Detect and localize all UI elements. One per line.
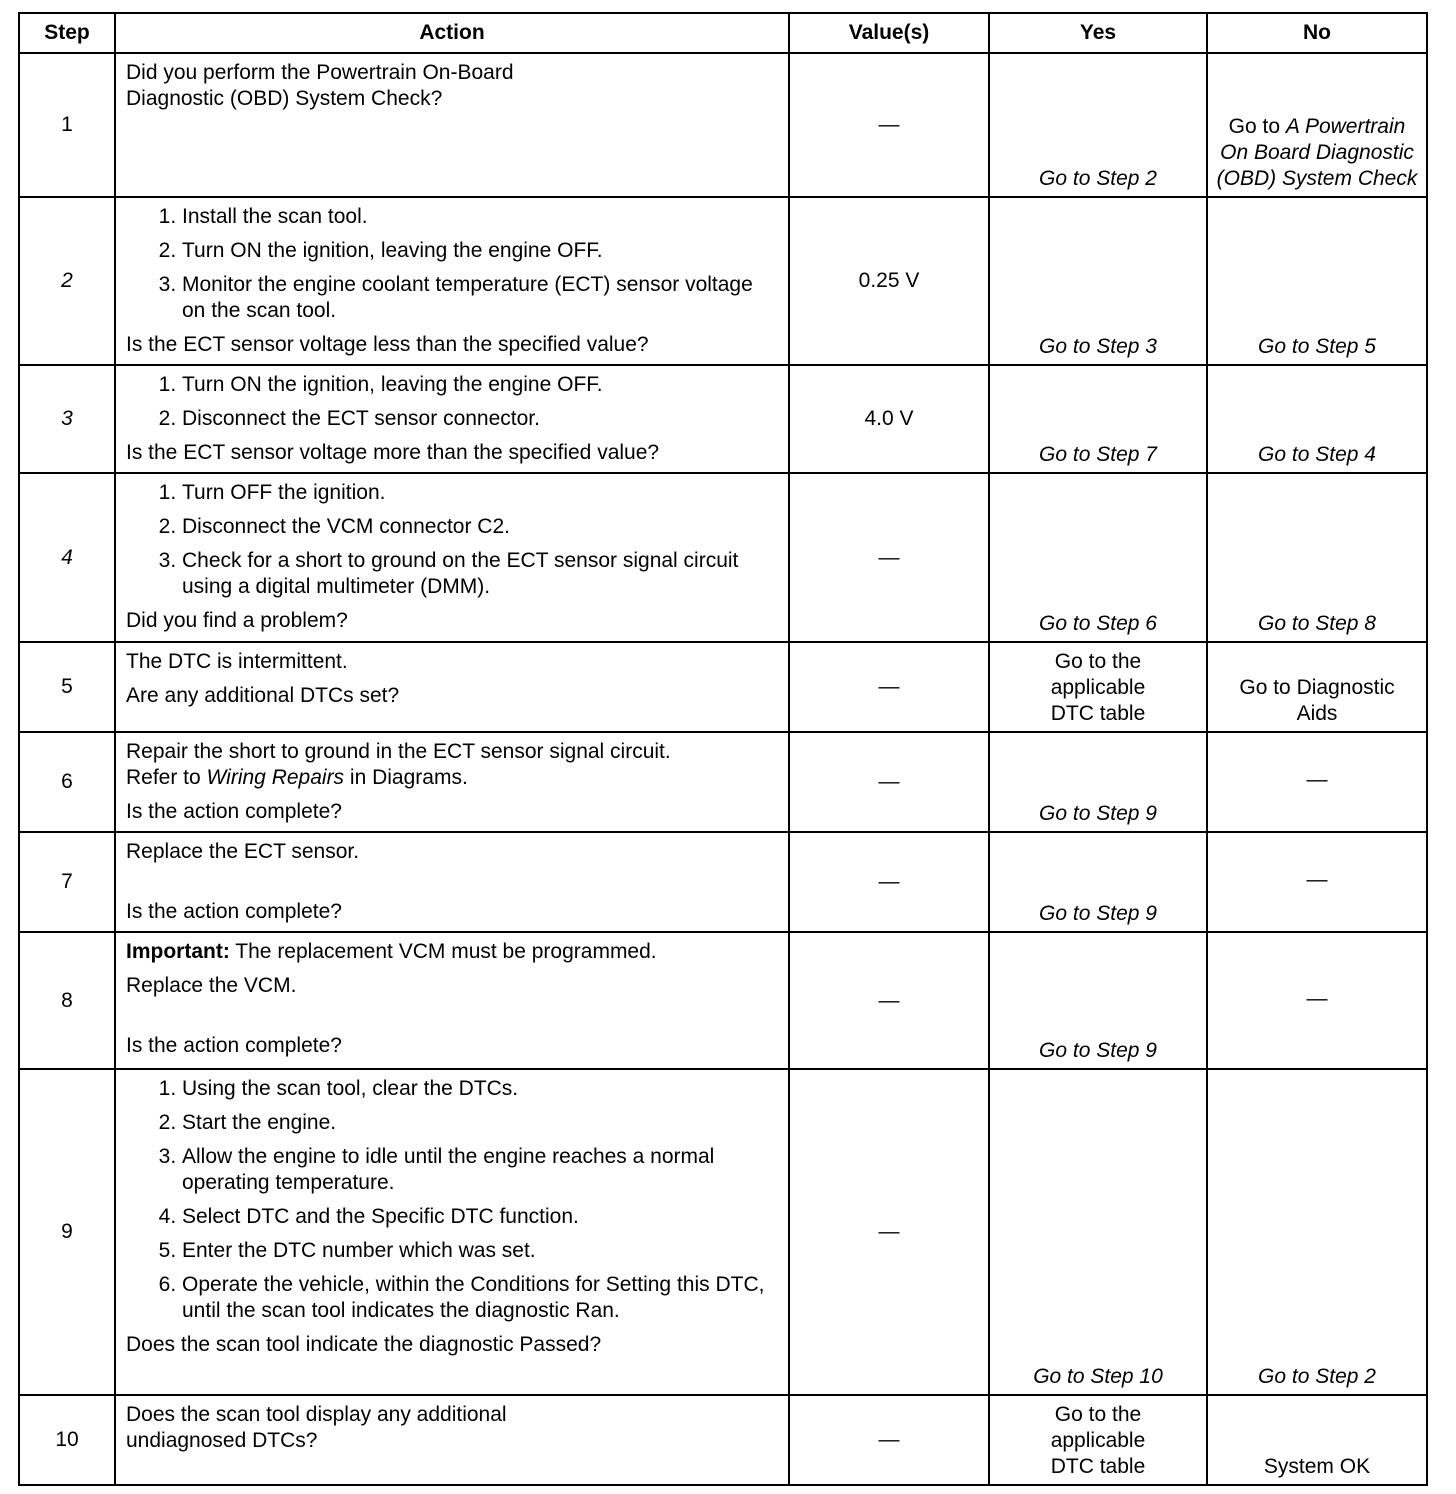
table-row	[19, 365, 1427, 473]
no-cell: Go to Step 5	[1207, 197, 1427, 365]
list-item: 3. Check for a short to ground on the ECT sensor signal circuit using a digital multimeter (DMM).	[182, 548, 778, 600]
yes-cell: Go to Step 3	[989, 197, 1207, 365]
no-reference: A Powertrain On Board Diagnostic (OBD) System Check	[1216, 115, 1418, 190]
header-yes: Yes	[989, 13, 1207, 53]
value-cell: 0.25 V	[789, 197, 989, 365]
no-cell	[1207, 642, 1427, 732]
ref-prefix: Refer to	[126, 766, 201, 789]
action-steps	[126, 1076, 778, 1324]
no-prefix: Go to	[1228, 115, 1281, 138]
table-row	[19, 197, 1427, 365]
header-no: No	[1207, 13, 1427, 53]
yes-text: Go to the applicable DTC table	[1050, 650, 1146, 725]
yes-cell: Go to Step 9	[989, 932, 1207, 1069]
yes-cell	[989, 642, 1207, 732]
yes-cell: Go to Step 9	[989, 832, 1207, 932]
value-cell: —	[789, 932, 989, 1069]
action-question: Did you find a problem?	[126, 609, 348, 632]
value-cell: —	[789, 732, 989, 832]
action-question: Is the ECT sensor voltage less than the specified value?	[126, 333, 649, 356]
action-line: Repair the short to ground in the ECT sensor signal circuit.	[126, 740, 671, 763]
value-cell: —	[789, 832, 989, 932]
no-cell: System OK	[1207, 1395, 1427, 1485]
no-cell	[1207, 53, 1427, 197]
no-cell: —	[1207, 832, 1427, 932]
action-cell	[115, 642, 789, 732]
step-number: 2	[19, 197, 115, 365]
action-cell	[115, 1395, 789, 1485]
table-row	[19, 473, 1427, 642]
list-item: 2. Disconnect the ECT sensor connector.	[182, 406, 778, 432]
important-note	[126, 939, 778, 965]
step-number: 3	[19, 365, 115, 473]
action-cell	[115, 53, 789, 197]
action-question: Is the action complete?	[126, 800, 342, 823]
list-item: 4. Select DTC and the Specific DTC function.	[182, 1204, 778, 1230]
action-cell	[115, 832, 789, 932]
list-item: 5. Enter the DTC number which was set.	[182, 1238, 778, 1264]
table-row	[19, 832, 1427, 932]
table-row	[19, 642, 1427, 732]
action-text: Does the scan tool display any additional undiagnosed DTCs?	[126, 1403, 507, 1452]
value-cell: —	[789, 642, 989, 732]
action-text: Replace the ECT sensor.	[126, 840, 360, 863]
diagnostic-table	[18, 12, 1428, 1486]
yes-cell: Go to Step 6	[989, 473, 1207, 642]
action-steps	[126, 204, 778, 324]
action-question: Is the action complete?	[126, 900, 342, 923]
list-item: 1. Using the scan tool, clear the DTCs.	[182, 1076, 778, 1102]
list-item: 2. Disconnect the VCM connector C2.	[182, 514, 778, 540]
important-text: The replacement VCM must be programmed.	[235, 940, 657, 963]
ref-suffix: in Diagrams.	[349, 766, 468, 789]
yes-text: Go to the applicable DTC table	[1050, 1403, 1146, 1478]
table-row	[19, 1395, 1427, 1485]
action-text: The DTC is intermittent.	[126, 650, 348, 673]
step-number: 5	[19, 642, 115, 732]
value-cell: —	[789, 473, 989, 642]
yes-cell: Go to Step 2	[989, 53, 1207, 197]
no-cell: Go to Step 8	[1207, 473, 1427, 642]
list-item: 6. Operate the vehicle, within the Conditions for Setting this DTC, until the scan tool indicates the diagnostic Ran.	[182, 1272, 778, 1324]
list-item: 3. Allow the engine to idle until the engine reaches a normal operating temperature.	[182, 1144, 778, 1196]
step-number: 4	[19, 473, 115, 642]
action-text: Did you perform the Powertrain On-Board Diagnostic (OBD) System Check?	[126, 61, 514, 110]
list-item: 2. Turn ON the ignition, leaving the engine OFF.	[182, 238, 778, 264]
action-question: Is the ECT sensor voltage more than the specified value?	[126, 441, 660, 464]
list-item: 2. Start the engine.	[182, 1110, 778, 1136]
step-number: 8	[19, 932, 115, 1069]
value-cell: —	[789, 53, 989, 197]
action-question: Is the action complete?	[126, 1034, 342, 1057]
list-item: 3. Monitor the engine coolant temperature (ECT) sensor voltage on the scan tool.	[182, 272, 778, 324]
action-question: Does the scan tool indicate the diagnostic Passed?	[126, 1333, 602, 1356]
action-steps	[126, 480, 778, 600]
action-steps	[126, 372, 778, 432]
action-text	[126, 739, 778, 791]
no-cell: Go to Step 4	[1207, 365, 1427, 473]
step-number: 10	[19, 1395, 115, 1485]
no-cell: —	[1207, 732, 1427, 832]
list-item: 1. Turn OFF the ignition.	[182, 480, 778, 506]
action-text: Replace the VCM.	[126, 974, 297, 997]
action-question: Are any additional DTCs set?	[126, 684, 400, 707]
yes-cell: Go to Step 10	[989, 1069, 1207, 1395]
header-row	[19, 13, 1427, 53]
action-cell	[115, 197, 789, 365]
no-cell: Go to Step 2	[1207, 1069, 1427, 1395]
yes-cell	[989, 1395, 1207, 1485]
important-label: Important:	[126, 940, 230, 963]
action-cell	[115, 732, 789, 832]
table-row	[19, 53, 1427, 197]
step-number: 7	[19, 832, 115, 932]
no-cell: —	[1207, 932, 1427, 1069]
table-row	[19, 932, 1427, 1069]
header-action: Action	[115, 13, 789, 53]
header-values: Value(s)	[789, 13, 989, 53]
value-cell: —	[789, 1395, 989, 1485]
table-row	[19, 732, 1427, 832]
step-number: 1	[19, 53, 115, 197]
table-row	[19, 1069, 1427, 1395]
list-item: 1. Turn ON the ignition, leaving the engine OFF.	[182, 372, 778, 398]
action-cell	[115, 932, 789, 1069]
yes-cell: Go to Step 7	[989, 365, 1207, 473]
step-number: 6	[19, 732, 115, 832]
yes-cell: Go to Step 9	[989, 732, 1207, 832]
value-cell: —	[789, 1069, 989, 1395]
action-cell	[115, 473, 789, 642]
list-item: 1. Install the scan tool.	[182, 204, 778, 230]
header-step: Step	[19, 13, 115, 53]
value-cell: 4.0 V	[789, 365, 989, 473]
no-text: Go to Diagnostic Aids	[1239, 676, 1395, 725]
ref-link: Wiring Repairs	[206, 766, 345, 789]
action-cell	[115, 365, 789, 473]
action-cell	[115, 1069, 789, 1395]
step-number: 9	[19, 1069, 115, 1395]
